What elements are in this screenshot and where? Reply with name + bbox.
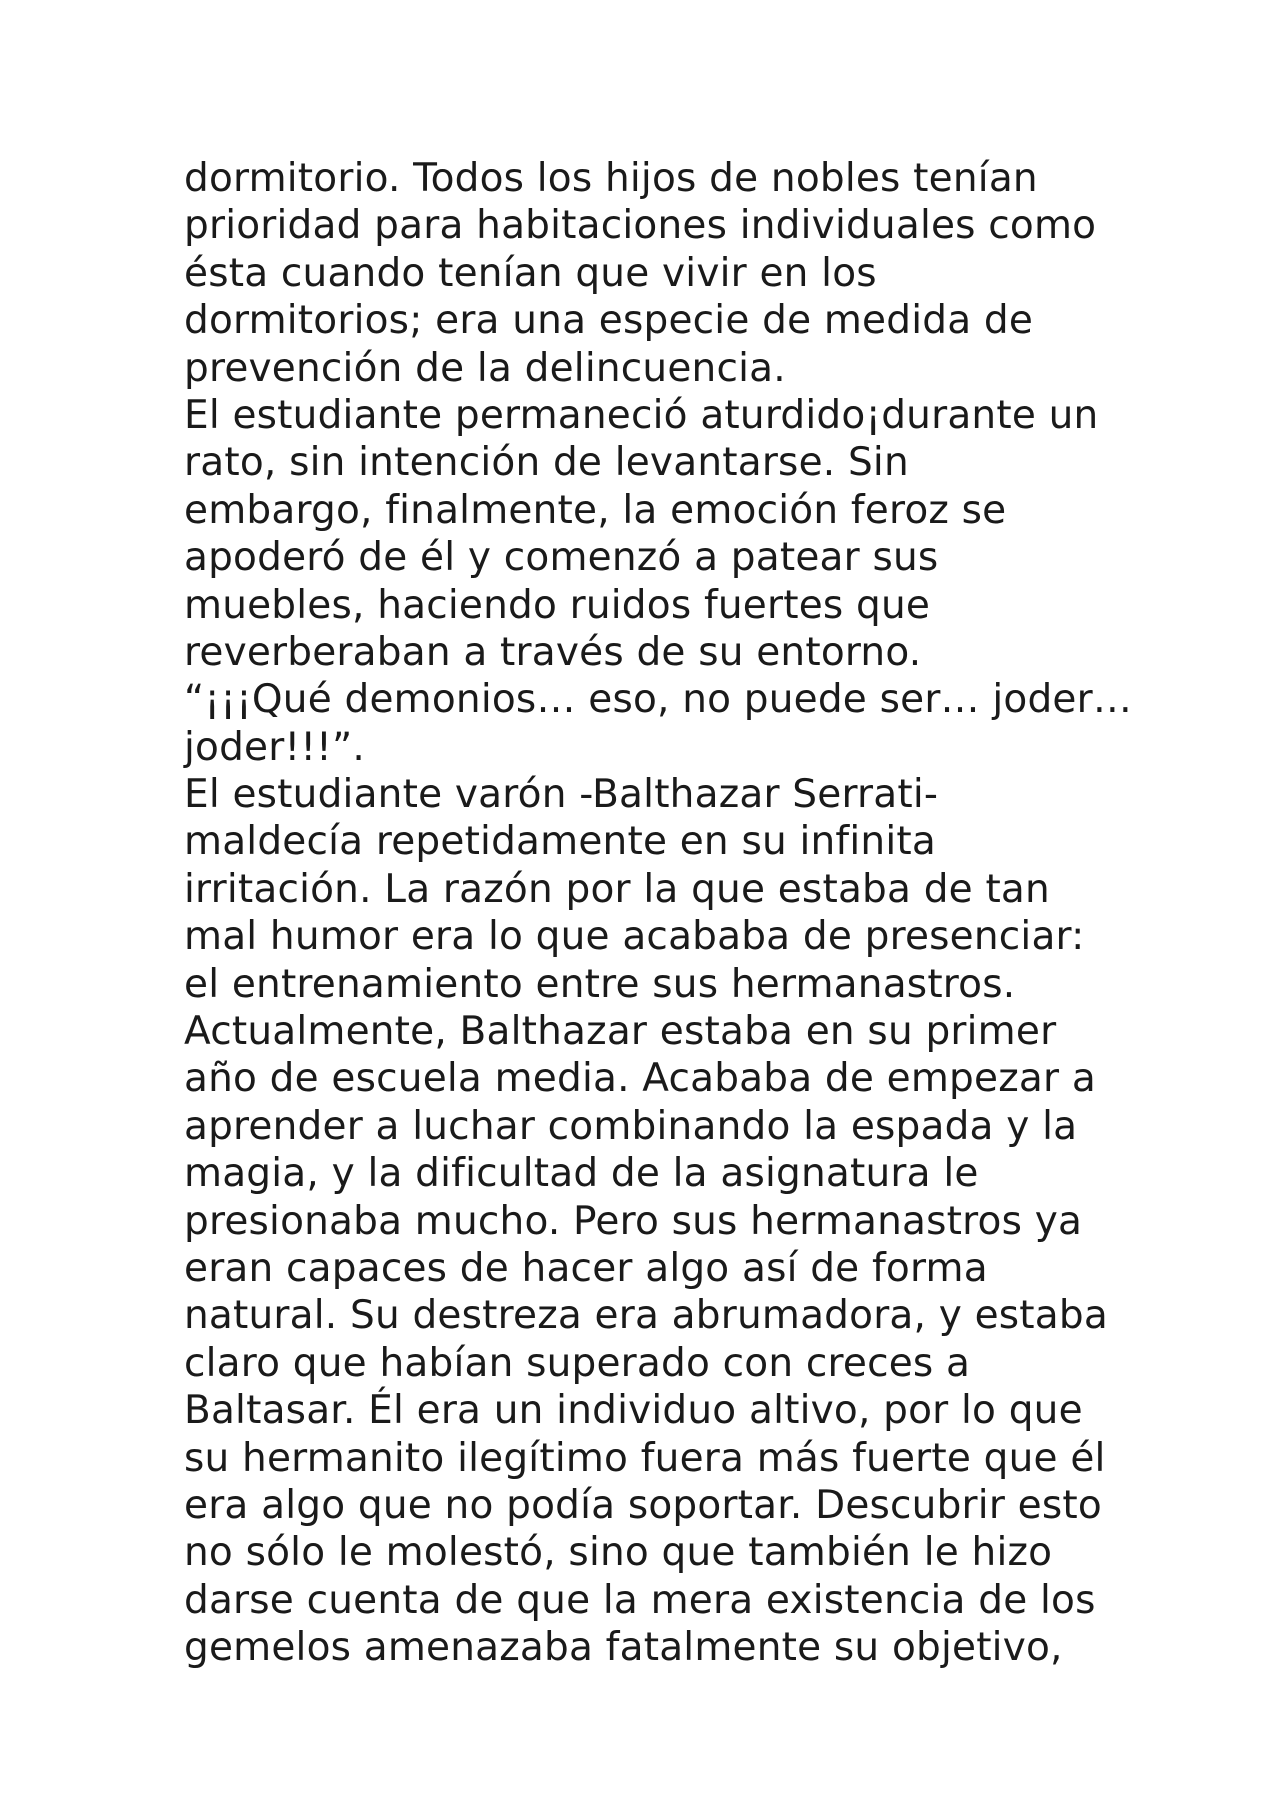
text-line: prioridad para habitaciones individuales como: [184, 203, 1097, 249]
text-line: Baltasar. Él era un individuo altivo, por lo que: [184, 1388, 1083, 1434]
text-line: gemelos amenazaba fatalmente su objetivo,: [184, 1625, 1063, 1671]
text-line: rato, sin intención de levantarse. Sin: [184, 440, 909, 486]
text-line: joder!!!”.: [184, 724, 365, 770]
text-line: prevención de la delincuencia.: [184, 345, 786, 391]
text-line: el entrenamiento entre sus hermanastros.: [184, 961, 1016, 1007]
text-line: El estudiante varón -Balthazar Serrati-: [184, 772, 939, 818]
text-line: reverberaban a través de su entorno.: [184, 629, 922, 675]
text-line: embargo, finalmente, la emoción feroz se: [184, 487, 1007, 533]
text-line: maldecía repetidamente en su infinita: [184, 819, 936, 865]
text-line: claro que habían superado con creces a: [184, 1340, 971, 1386]
text-line: no sólo le molestó, sino que también le hizo: [184, 1530, 1053, 1576]
text-line: eran capaces de hacer algo así de forma: [184, 1245, 988, 1291]
text-line: ésta cuando tenían que vivir en los: [184, 250, 877, 296]
text-line: mal humor era lo que acababa de presenciar:: [184, 914, 1085, 960]
text-line: su hermanito ilegítimo fuera más fuerte que él: [184, 1435, 1106, 1481]
text-line: aprender a luchar combinando la espada y la: [184, 1103, 1078, 1149]
body-text: [184, 155, 1133, 1672]
text-line: año de escuela media. Acababa de empezar a: [184, 1056, 1096, 1102]
text-line: dormitorios; era una especie de medida de: [184, 298, 1034, 344]
text-line: era algo que no podía soportar. Descubrir esto: [184, 1482, 1102, 1528]
text-line: presionaba mucho. Pero sus hermanastros ya: [184, 1198, 1083, 1244]
text-line: magia, y la dificultad de la asignatura le: [184, 1151, 979, 1197]
text-line: muebles, haciendo ruidos fuertes que: [184, 582, 931, 628]
text-line: El estudiante permaneció aturdido¡durante un: [184, 392, 1099, 438]
text-line: dormitorio. Todos los hijos de nobles tenían: [184, 156, 1038, 201]
text-line: Actualmente, Balthazar estaba en su primer: [184, 1009, 1057, 1055]
text-line: darse cuenta de que la mera existencia de los: [184, 1577, 1096, 1623]
text-line: apoderó de él y comenzó a patear sus: [184, 535, 939, 581]
text-line: natural. Su destreza era abrumadora, y estaba: [184, 1293, 1108, 1339]
text-line: irritación. La razón por la que estaba de tan: [184, 866, 1050, 912]
text-line: “¡¡¡Qué demonios… eso, no puede ser… joder…: [184, 677, 1133, 723]
